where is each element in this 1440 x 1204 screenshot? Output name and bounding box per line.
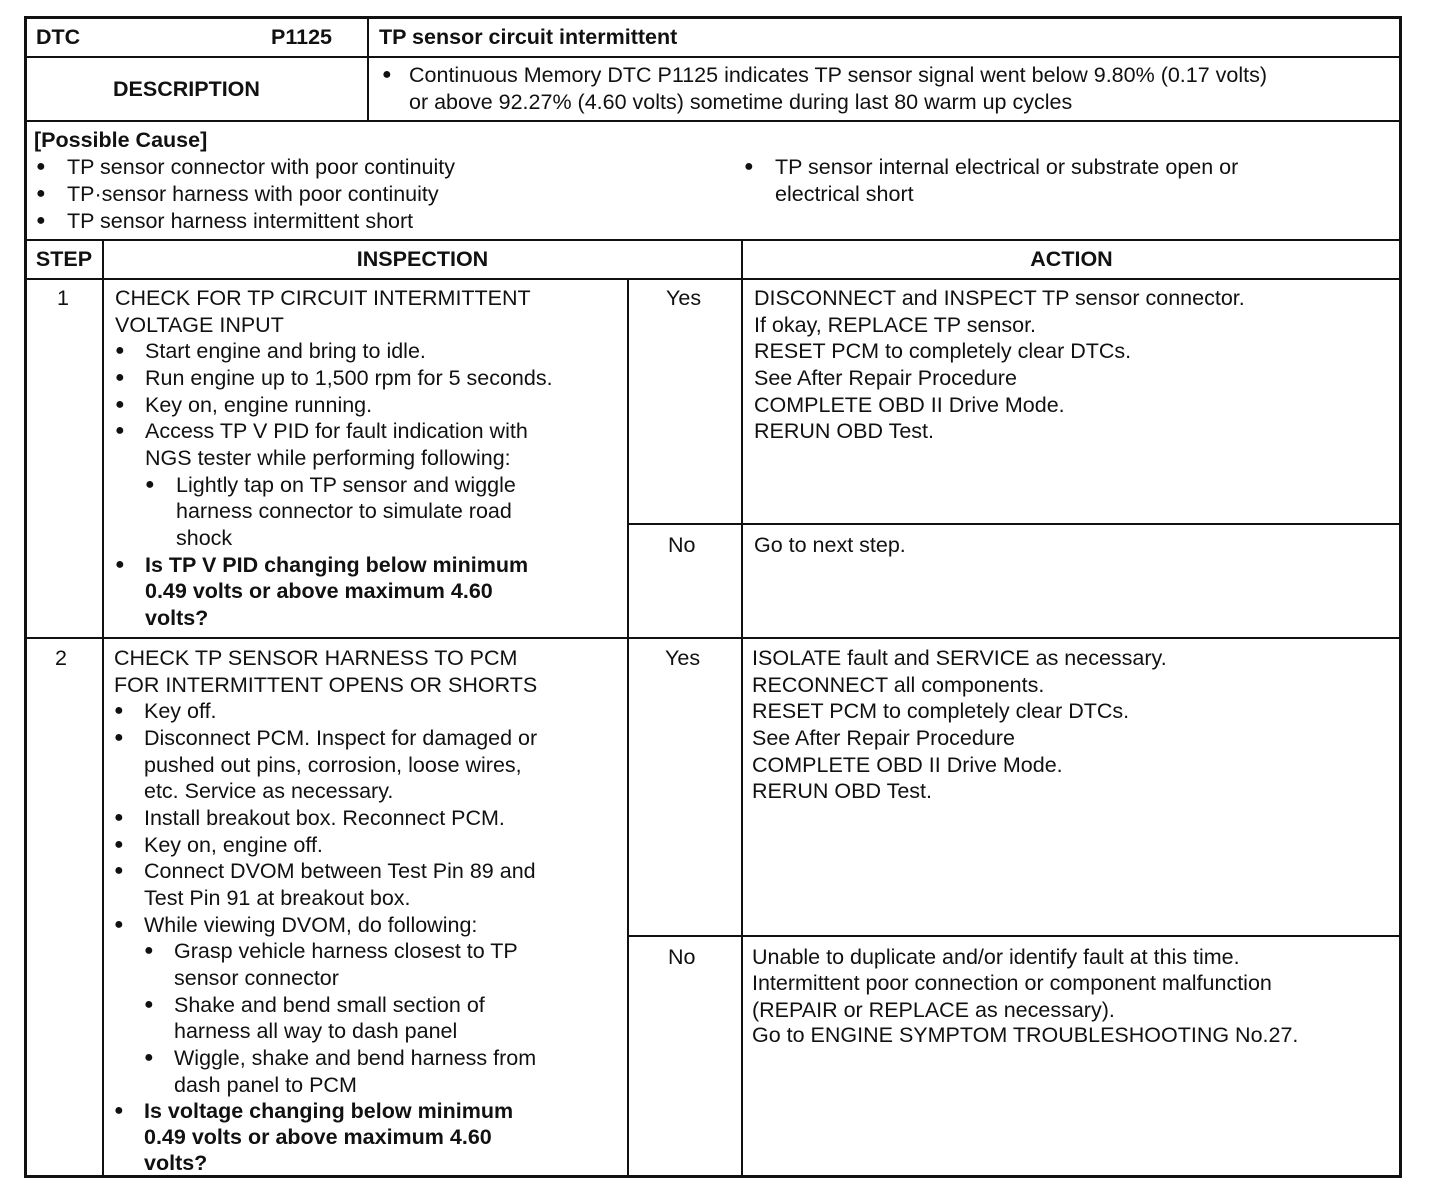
bullet-icon xyxy=(36,181,46,208)
column-header-step: STEP xyxy=(35,247,93,271)
divider xyxy=(367,18,369,121)
step-number: 2 xyxy=(55,646,67,670)
step-number: 1 xyxy=(57,286,69,310)
inspection-item: While viewing DVOM, do following: xyxy=(144,913,478,937)
dtc-label: DTC xyxy=(36,25,81,49)
inspection-question: volts? xyxy=(144,1151,208,1175)
step-title: CHECK FOR TP CIRCUIT INTERMITTENT xyxy=(115,286,531,310)
column-header-inspection: INSPECTION xyxy=(356,247,489,271)
inspection-sub-item: dash panel to PCM xyxy=(174,1073,357,1097)
dtc-title: TP sensor circuit intermittent xyxy=(379,25,678,49)
action-line: RESET PCM to completely clear DTCs. xyxy=(754,339,1132,363)
inspection-item: pushed out pins, corrosion, loose wires, xyxy=(144,753,522,777)
inspection-item: Key on, engine running. xyxy=(145,393,373,417)
inspection-question: 0.49 volts or above maximum 4.60 xyxy=(145,579,493,603)
inspection-item: Key on, engine off. xyxy=(144,833,323,857)
bullet-icon xyxy=(744,154,754,181)
bullet-icon xyxy=(114,805,124,832)
dtc-code: P1125 xyxy=(271,25,332,49)
action-line: Intermittent poor connection or component malfunction xyxy=(752,971,1272,995)
inspection-item: Install breakout box. Reconnect PCM. xyxy=(144,806,505,830)
step-title: FOR INTERMITTENT OPENS OR SHORTS xyxy=(114,673,538,697)
possible-cause-item: TP sensor connector with poor continuity xyxy=(67,155,455,179)
bullet-icon xyxy=(115,392,125,419)
inspection-sub-item: sensor connector xyxy=(174,966,339,990)
action-line: Go to ENGINE SYMPTOM TROUBLESHOOTING No.27. xyxy=(752,1023,1299,1047)
possible-cause-item: TP sensor harness intermittent short xyxy=(67,209,414,233)
possible-cause-item: electrical short xyxy=(775,182,914,206)
action-line: RERUN OBD Test. xyxy=(754,419,934,443)
action-line: COMPLETE OBD II Drive Mode. xyxy=(752,753,1063,777)
inspection-question: Is voltage changing below minimum xyxy=(144,1099,514,1123)
bullet-icon xyxy=(114,725,124,752)
divider xyxy=(26,120,1400,122)
inspection-sub-item: Grasp vehicle harness closest to TP xyxy=(174,939,518,963)
bullet-icon xyxy=(145,472,155,499)
bullet-icon xyxy=(115,418,125,445)
step-title: CHECK TP SENSOR HARNESS TO PCM xyxy=(114,646,518,670)
bullet-icon xyxy=(114,698,124,725)
inspection-question: 0.49 volts or above maximum 4.60 xyxy=(144,1125,492,1149)
divider xyxy=(628,523,1400,525)
description-line: or above 92.27% (4.60 volts) sometime during last 80 warm up cycles xyxy=(409,90,1073,114)
divider xyxy=(26,56,1400,58)
divider xyxy=(26,278,1400,280)
inspection-item: Access TP V PID for fault indication with xyxy=(145,419,528,443)
divider xyxy=(628,935,1400,937)
bullet-icon xyxy=(115,365,125,392)
inspection-question: volts? xyxy=(145,606,209,630)
possible-cause-item: TP·sensor harness with poor continuity xyxy=(67,182,439,206)
bullet-icon xyxy=(114,912,124,939)
possible-cause-item: TP sensor internal electrical or substrate open or xyxy=(775,155,1239,179)
bullet-icon xyxy=(36,154,46,181)
action-line: COMPLETE OBD II Drive Mode. xyxy=(754,393,1065,417)
bullet-icon xyxy=(144,1045,154,1072)
result-no: No xyxy=(668,945,696,969)
bullet-icon xyxy=(114,1098,124,1125)
inspection-sub-item: shock xyxy=(176,526,233,550)
inspection-item: NGS tester while performing following: xyxy=(145,446,511,470)
action-line: ISOLATE fault and SERVICE as necessary. xyxy=(752,646,1167,670)
action-line: Go to next step. xyxy=(754,533,906,557)
action-line: If okay, REPLACE TP sensor. xyxy=(754,313,1037,337)
action-line: DISCONNECT and INSPECT TP sensor connector. xyxy=(754,286,1245,310)
divider xyxy=(741,240,743,1177)
inspection-item: Disconnect PCM. Inspect for damaged or xyxy=(144,726,538,750)
bullet-icon xyxy=(36,208,46,235)
bullet-icon xyxy=(382,62,392,89)
result-no: No xyxy=(668,533,696,557)
divider xyxy=(102,240,104,1177)
inspection-item: Test Pin 91 at breakout box. xyxy=(144,886,411,910)
inspection-question: Is TP V PID changing below minimum xyxy=(145,553,529,577)
inspection-item: etc. Service as necessary. xyxy=(144,779,394,803)
description-line: Continuous Memory DTC P1125 indicates TP sensor signal went below 9.80% (0.17 volts) xyxy=(409,63,1268,87)
step-title: VOLTAGE INPUT xyxy=(115,313,284,337)
inspection-item: Start engine and bring to idle. xyxy=(145,339,426,363)
bullet-icon xyxy=(144,992,154,1019)
divider xyxy=(26,637,1400,639)
bullet-icon xyxy=(115,338,125,365)
inspection-sub-item: harness all way to dash panel xyxy=(174,1019,458,1043)
inspection-sub-item: Shake and bend small section of xyxy=(174,993,485,1017)
action-line: See After Repair Procedure xyxy=(754,366,1017,390)
possible-cause-title: [Possible Cause] xyxy=(34,128,208,152)
column-header-action: ACTION xyxy=(1030,247,1113,271)
action-line: See After Repair Procedure xyxy=(752,726,1015,750)
inspection-sub-item: Wiggle, shake and bend harness from xyxy=(174,1046,537,1070)
inspection-item: Key off. xyxy=(144,699,217,723)
bullet-icon xyxy=(115,552,125,579)
divider xyxy=(627,279,629,1177)
bullet-icon xyxy=(144,938,154,965)
action-line: (REPAIR or REPLACE as necessary). xyxy=(752,998,1115,1022)
result-yes: Yes xyxy=(665,646,701,670)
action-line: RERUN OBD Test. xyxy=(752,779,932,803)
inspection-item: Connect DVOM between Test Pin 89 and xyxy=(144,859,536,883)
inspection-sub-item: Lightly tap on TP sensor and wiggle xyxy=(176,473,516,497)
inspection-sub-item: harness connector to simulate road xyxy=(176,499,512,523)
action-line: RESET PCM to completely clear DTCs. xyxy=(752,699,1130,723)
result-yes: Yes xyxy=(666,286,702,310)
bullet-icon xyxy=(114,832,124,859)
divider xyxy=(26,239,1400,241)
bullet-icon xyxy=(114,858,124,885)
action-line: RECONNECT all components. xyxy=(752,673,1045,697)
inspection-item: Run engine up to 1,500 rpm for 5 seconds. xyxy=(145,366,553,390)
action-line: Unable to duplicate and/or identify fault at this time. xyxy=(752,945,1240,969)
description-label: DESCRIPTION xyxy=(113,77,260,101)
